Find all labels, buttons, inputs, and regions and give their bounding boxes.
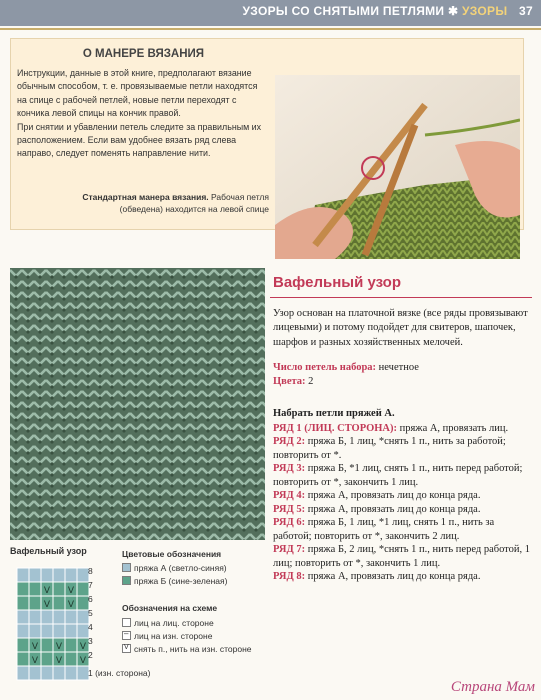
- slip-stitch-icon: V: [67, 600, 75, 610]
- row-2-text: пряжа Б, 1 лиц, *снять 1 п., нить за работой; повторить от *.: [273, 436, 506, 461]
- stitch-count-value: нечетное: [376, 362, 419, 373]
- row-4-text: пряжа А, провязать лиц до конца ряда.: [305, 490, 481, 501]
- row-7: [273, 543, 535, 570]
- row-3-text: пряжа Б, *1 лиц, снять 1 п., нить перед работой; повторить от *, закончить 1 лиц.: [273, 463, 523, 488]
- chart-cell: [41, 568, 53, 582]
- row-1-text: пряжа А, провязать лиц.: [396, 422, 509, 434]
- symbol-slip: [122, 644, 252, 654]
- knitting-chart-grid: [16, 567, 90, 683]
- row-1-label: РЯД 1 (ЛИЦ. СТОРОНА):: [273, 422, 397, 434]
- chart-cell: [17, 596, 29, 610]
- knitting-needles-photo: [275, 75, 520, 259]
- chart-cell: [53, 666, 65, 680]
- slip-stitch-icon: V: [43, 586, 51, 596]
- slip-stitch-icon: V: [79, 642, 87, 652]
- row-3: [273, 462, 535, 489]
- slip-stitch-icon: V: [31, 656, 39, 666]
- chart-cell: [53, 596, 65, 610]
- yarn-a-label: пряжа А (светло-синяя): [134, 563, 227, 573]
- chart-title: Вафельный узор: [10, 546, 87, 556]
- row-num-8: 8: [88, 566, 93, 576]
- row-5: [273, 503, 535, 517]
- yarn-a-legend: [122, 563, 227, 573]
- row-num-4: 4: [88, 622, 93, 632]
- pattern-intro: Узор основан на платочной вязке (все ряды провязывают лицевыми) и потому подойдет для свитеров, шапочек, шарфов и разных хозяйственных мелочей.: [273, 308, 528, 348]
- row-1: [273, 422, 535, 436]
- color-count-label: Цвета:: [273, 376, 306, 387]
- row-num-5: 5: [88, 608, 93, 618]
- yarn-a-swatch-icon: [122, 563, 131, 572]
- row-num-7: 7: [88, 580, 93, 590]
- pattern-title: Вафельный узор: [273, 274, 402, 291]
- row-instructions: [273, 407, 535, 584]
- chart-cell: [53, 610, 65, 624]
- manner-paragraph-1: Инструкции, данные в этой книге, предполагают вязание обычным способом, т. е. провязываемые петли находятся на спице с рабочей петлей, новые петли переходят с кончика левой спицы на кончик правой.: [17, 68, 258, 119]
- yarn-b-label: пряжа Б (сине-зеленая): [134, 576, 228, 586]
- chart-cell: [53, 624, 65, 638]
- chart-cell: [41, 666, 53, 680]
- chart-cell: [41, 652, 53, 666]
- category-title: УЗОРЫ: [461, 4, 508, 18]
- chart-cell: [17, 666, 29, 680]
- stitch-count-label: Число петель набора:: [273, 362, 377, 373]
- row-5-text: пряжа А, провязать лиц до конца ряда.: [305, 503, 481, 515]
- chart-cell: [29, 624, 41, 638]
- row-4: [273, 489, 535, 503]
- watermark: Страна Мам: [450, 679, 535, 695]
- chart-cell: [65, 666, 77, 680]
- dash-square-icon: [122, 631, 131, 640]
- slip-stitch-icon: V: [31, 642, 39, 652]
- chart-cell: [17, 624, 29, 638]
- chart-cell: [29, 582, 41, 596]
- manner-paragraph-2: При снятии и убавлении петель следите за правильным их расположением. Если вам удобнее вязать ряд слева направо, следует поменять направление нити.: [17, 121, 262, 159]
- v-square-icon: [122, 644, 131, 653]
- symbols-legend-title: Обозначения на схеме: [122, 603, 218, 613]
- row-num-2: 2: [88, 650, 93, 660]
- row-5-label: РЯД 5:: [273, 503, 306, 515]
- page-header: [0, 0, 541, 26]
- chart-cell: [29, 596, 41, 610]
- slip-stitch-icon: V: [67, 586, 75, 596]
- row-4-label: РЯД 4:: [273, 490, 306, 501]
- slip-stitch-icon: V: [79, 656, 87, 666]
- symbol-knit-ws-label: лиц на изн. стороне: [134, 631, 213, 641]
- header-rule: [0, 28, 541, 30]
- row-6-text: пряжа Б, 1 лиц, *1 лиц, снять 1 п., нить за работой; повторить от *, закончить 2 лиц.: [273, 517, 495, 542]
- slip-stitch-icon: V: [55, 642, 63, 652]
- row-7-text: пряжа Б, 2 лиц, *снять 1 п., нить перед работой, 1 лиц; повторить от *, закончить 1 лиц.: [273, 544, 530, 569]
- slip-stitch-icon: V: [43, 600, 51, 610]
- symbol-knit-ws: [122, 631, 212, 641]
- row-8-label: РЯД 8:: [273, 571, 306, 582]
- chart-cell: [29, 568, 41, 582]
- slip-stitch-icon: V: [55, 656, 63, 666]
- chart-cell: [53, 568, 65, 582]
- caption-bold: Стандартная манера вязания.: [82, 192, 209, 202]
- chart-cell: [65, 624, 77, 638]
- manner-text: [17, 67, 267, 161]
- row-2-label: РЯД 2:: [273, 436, 306, 447]
- section-title: УЗОРЫ СО СНЯТЫМИ ПЕТЛЯМИ: [242, 4, 445, 18]
- chart-cell: [17, 652, 29, 666]
- chart-cell: [17, 582, 29, 596]
- yarn-b-swatch-icon: [122, 576, 131, 585]
- row-num-6: 6: [88, 594, 93, 604]
- symbol-slip-label: снять п., нить на изн. стороне: [134, 644, 252, 654]
- symbol-knit-rs-label: лиц на лиц. стороне: [134, 618, 214, 628]
- separator-star: ✱: [447, 4, 459, 18]
- title-rule: [270, 297, 532, 298]
- row-6-label: РЯД 6:: [273, 517, 306, 528]
- chart-cell: [29, 610, 41, 624]
- yarn-b-legend: [122, 576, 227, 586]
- empty-square-icon: [122, 618, 131, 627]
- photo-caption: [39, 191, 269, 215]
- chart-cell: [53, 582, 65, 596]
- caption-text: Рабочая петля (обведена) находится на левой спице: [119, 192, 269, 214]
- chart-legend-area: [10, 543, 265, 693]
- chart-cell: [41, 638, 53, 652]
- chart-cell: [65, 638, 77, 652]
- stitch-count: [273, 361, 535, 375]
- manner-title: О МАНЕРЕ ВЯЗАНИЯ: [82, 48, 205, 60]
- chart-cell: [17, 638, 29, 652]
- row-3-label: РЯД 3:: [273, 463, 306, 474]
- row-8-text: пряжа А, провязать лиц до конца ряда.: [305, 571, 481, 582]
- chart-cell: [65, 652, 77, 666]
- page-number: 37: [519, 4, 533, 18]
- chart-cell: [65, 610, 77, 624]
- cast-on: Набрать петли пряжей А.: [273, 408, 395, 419]
- symbol-knit-rs: [122, 618, 214, 628]
- manner-sidebar: [10, 38, 524, 230]
- running-title: [243, 4, 533, 18]
- chart-cell: [65, 568, 77, 582]
- chart-cell: [17, 610, 29, 624]
- chart-cell: [29, 666, 41, 680]
- row-num-3: 3: [88, 636, 93, 646]
- color-legend-title: Цветовые обозначения: [122, 549, 222, 559]
- chart-cell: [41, 624, 53, 638]
- chart-cell: [17, 568, 29, 582]
- color-count: [273, 375, 535, 389]
- row-2: [273, 435, 535, 462]
- chart-cell: [41, 610, 53, 624]
- color-count-value: 2: [305, 376, 314, 387]
- row-num-1: 1 (изн. сторона): [88, 668, 151, 678]
- row-8: [273, 570, 535, 584]
- waffle-pattern-swatch: [10, 268, 265, 540]
- row-6: [273, 516, 535, 543]
- row-7-label: РЯД 7:: [273, 544, 306, 555]
